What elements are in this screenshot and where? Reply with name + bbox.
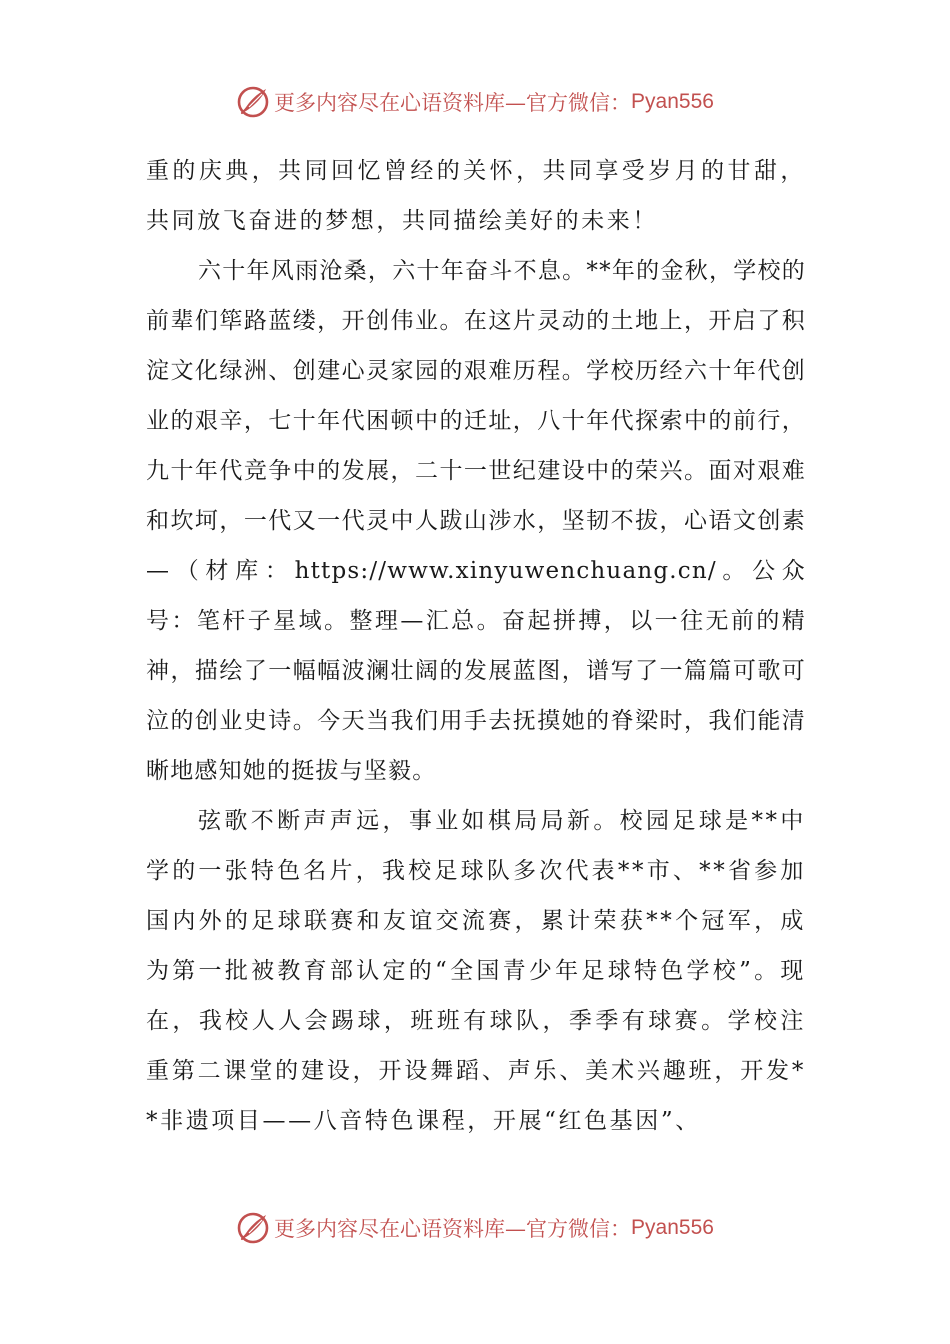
header-text: 更多内容尽在心语资料库—官方微信：: [274, 91, 632, 115]
paragraph-2: 六十年风雨沧桑，六十年奋斗不息。**年的金秋，学校的前辈们筚路蓝缕，开创伟业。在这片灵动的土地上，开启了积淀文化绿洲、创建心灵家园的艰难历程。学校历经六十年代创业的艰辛，七十年代困顿中的迁址，八十年代探索中的前行，九十年代竞争中的发展，二十一世纪建设中的荣兴。面对艰难和坎坷，一代又一代灵中人跋山涉水，坚韧不拔，心语文创素—（材库：https://www.xinyuwenchuang.cn/。公众号：笔杆子星域。整理—汇总。奋起拼搏，以一往无前的精神，描绘了一幅幅波澜壮阔的发展蓝图，谱写了一篇篇可歌可泣的创业史诗。今天当我们用手去抚摸她的脊梁时，我们能清晰地感知她的挺拔与坚毅。: [146, 258, 806, 784]
paragraph-3: 弦歌不断声声远，事业如棋局局新。校园足球是**中学的一张特色名片，我校足球队多次代表**市、**省参加国内外的足球联赛和友谊交流赛，累计荣获**个冠军，成为第一批被教育部认定的“全国青少年足球特色学校”。现在，我校人人会踢球，班班有球队，季季有球赛。学校注重第二课堂的建设，开设舞蹈、声乐、美术兴趣班，开发**非遗项目——八音特色课程，开展“红色基因”、: [146, 808, 806, 1134]
page-header-banner: [0, 82, 950, 122]
quill-pen-logo-icon: [236, 85, 270, 119]
footer-text: 更多内容尽在心语资料库—官方微信：: [274, 1217, 632, 1241]
page-footer-banner: [0, 1208, 950, 1248]
paragraph-1: 重的庆典，共同回忆曾经的关怀，共同享受岁月的甘甜，共同放飞奋进的梦想，共同描绘美好的未来！: [146, 158, 806, 234]
quill-pen-logo-icon: [236, 1211, 270, 1245]
footer-wechat-id: Pyan556: [631, 1216, 714, 1239]
document-body: [146, 146, 806, 1146]
header-wechat-id: Pyan556: [631, 90, 714, 113]
